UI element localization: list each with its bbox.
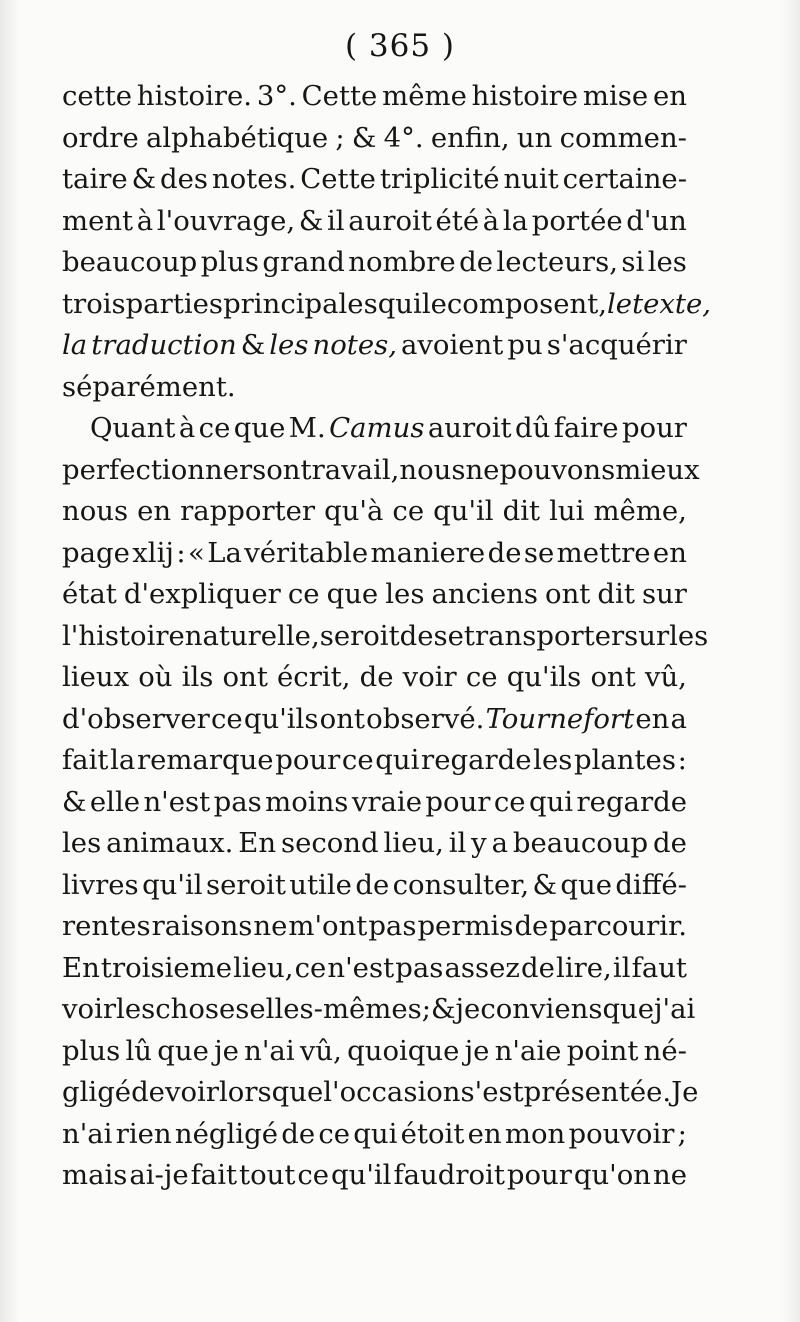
text-line: voir les choses elles-mêmes ; & je conviens que j'ai (62, 993, 696, 1025)
text-line: plus lû que je n'ai vû, quoique je n'aie point né- (62, 1034, 687, 1067)
text-line: nous en rapporter qu'à ce qu'il dit lui même, (62, 495, 687, 527)
text-line: & elle n'est pas moins vraie pour ce qui regarde (62, 785, 687, 818)
text-line: les animaux. En second lieu, il y a beaucoup de (62, 827, 687, 859)
text-line: ordre alphabétique ; & 4°. enfin, un commen- (62, 121, 687, 154)
text-line: trois parties principales qui le composent, le texte, (62, 287, 711, 320)
text-line: séparément. (62, 370, 236, 403)
text-line: Quant à ce que M. Camus auroit dû faire pour (90, 412, 687, 444)
text-line: beaucoup plus grand nombre de lecteurs, si les (62, 246, 687, 278)
page-left-edge (0, 0, 20, 1322)
text-line: gligé de voir lorsque l'occasion s'est présentée. Je (62, 1076, 699, 1108)
text-line: cette histoire. 3°. Cette même histoire mise en (62, 80, 687, 112)
text-line: ment à l'ouvrage, & il auroit été à la portée d'un (62, 204, 687, 237)
text-line: lieux où ils ont écrit, de voir ce qu'ils ont vû, (62, 661, 687, 693)
text-line: n'ai rien négligé de ce qui étoit en mon pouvoir ; (62, 1117, 687, 1150)
text-line: l'histoire naturelle, seroit de se transporter sur les (62, 619, 709, 652)
text-line: page xlij : « La véritable maniere de se mettre en (62, 536, 687, 569)
text-line: d'observer ce qu'ils ont observé. Tournefort en a (62, 702, 687, 735)
text-line: taire & des notes. Cette triplicité nuit certaine- (62, 163, 687, 195)
text-line: livres qu'il seroit utile de consulter, & que diffé- (62, 868, 687, 901)
page-number: ( 365 ) (344, 28, 456, 64)
text-line: fait la remarque pour ce qui regarde les plantes : (62, 744, 687, 776)
text-line: rentes raisons ne m'ont pas permis de parcourir. (62, 910, 687, 942)
text-line: perfectionner son travail, nous ne pouvons mieux (62, 453, 700, 486)
page-right-edge (782, 0, 800, 1322)
text-line: la traduction & les notes, avoient pu s'acquérir (62, 329, 687, 361)
text-line: mais ai-je fait tout ce qu'il faudroit pour qu'on ne (62, 1159, 687, 1191)
text-line: En troisieme lieu, ce n'est pas assez de lire, il faut (62, 951, 687, 984)
body-text (62, 76, 711, 1197)
text-line: état d'expliquer ce que les anciens ont dit sur (62, 578, 687, 610)
